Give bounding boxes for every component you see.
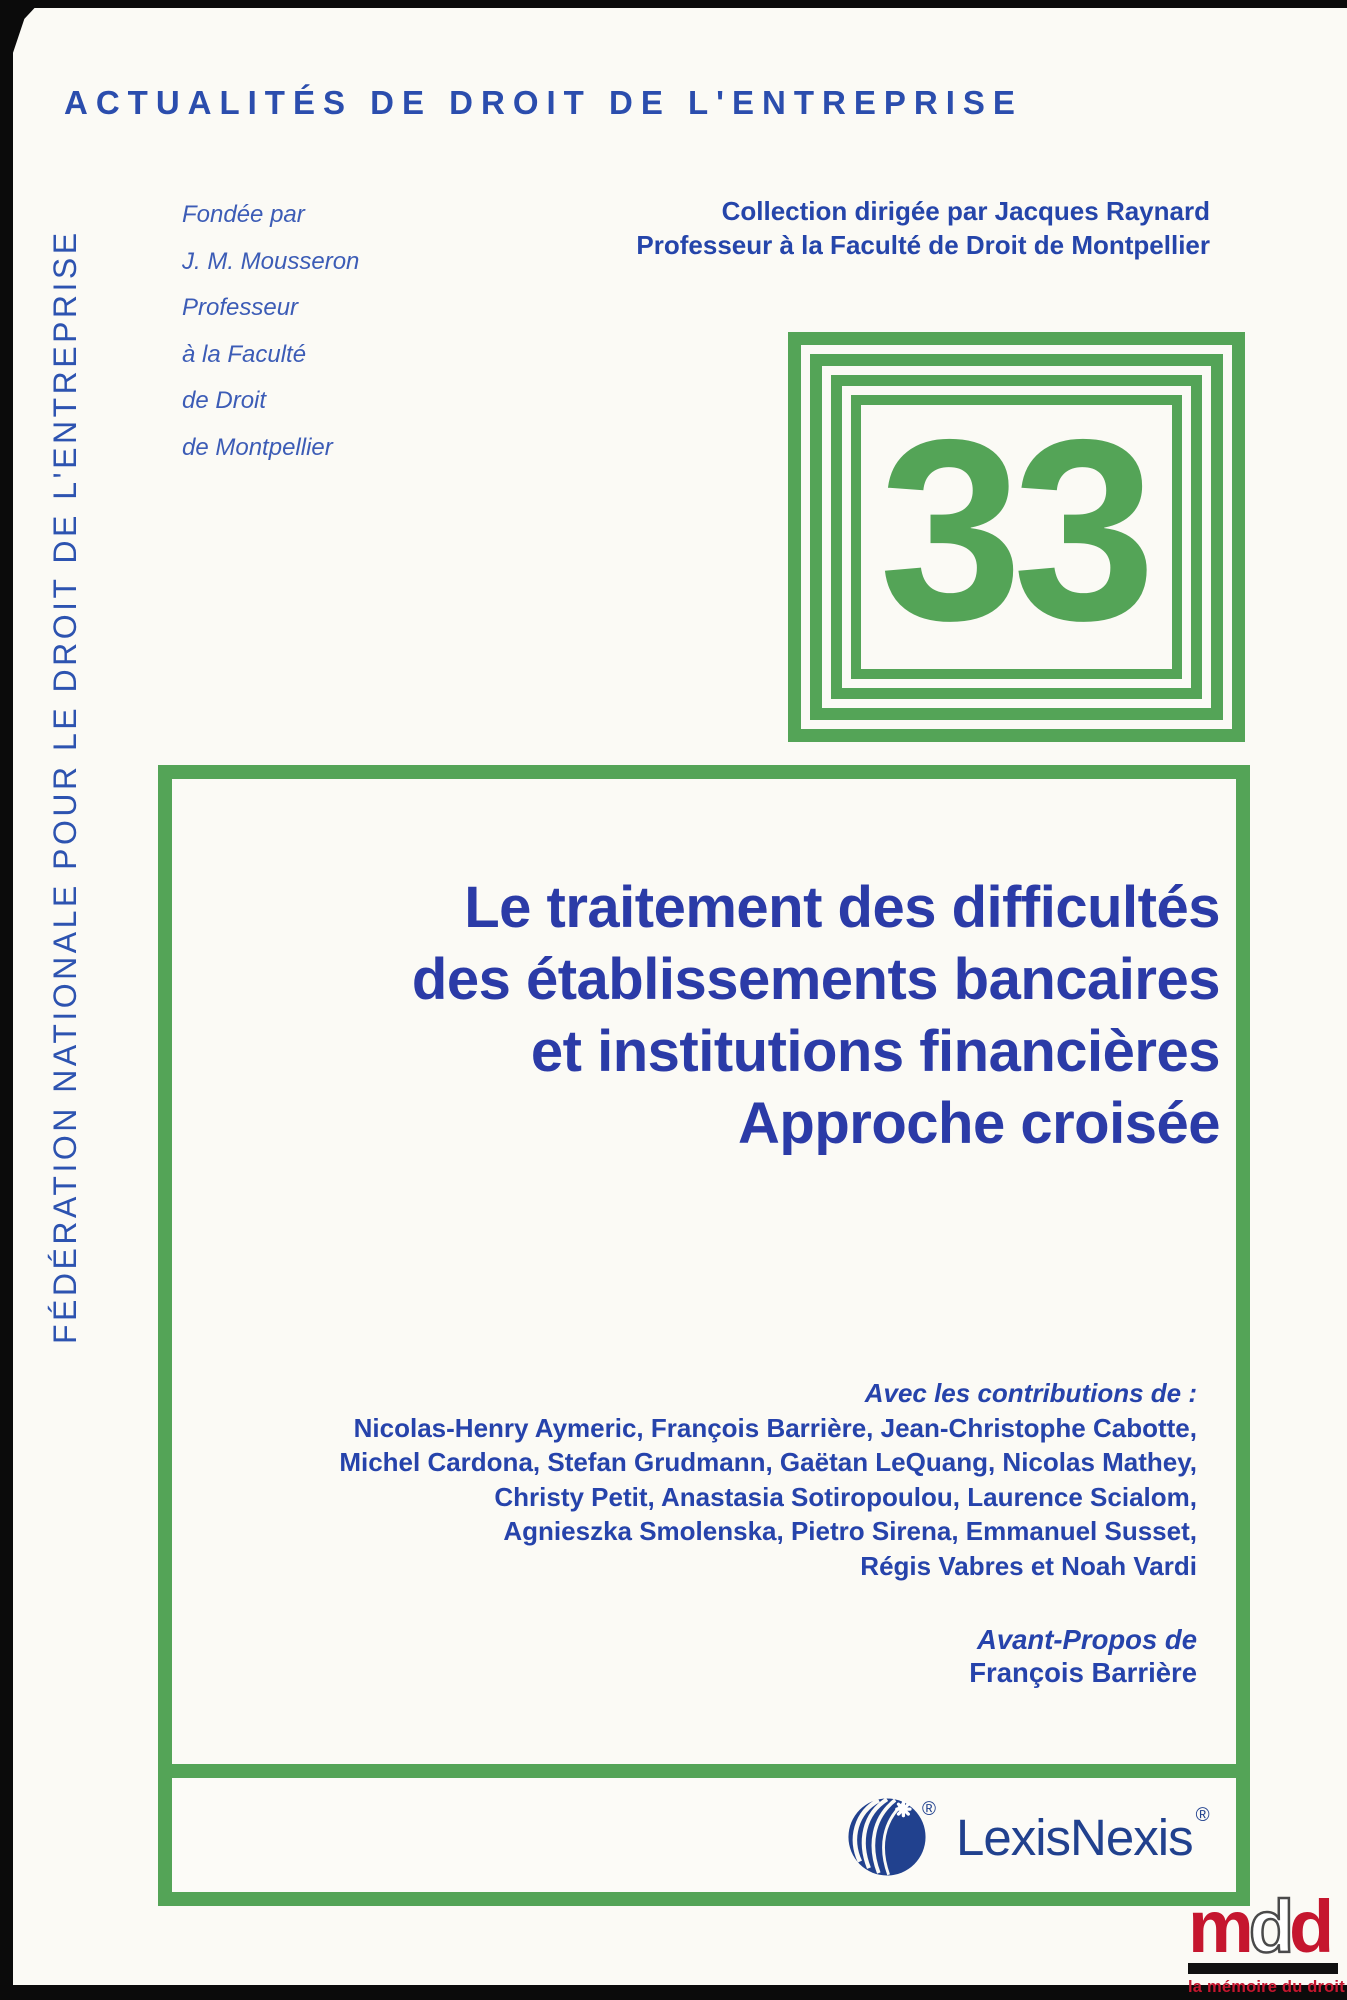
contributor-line: Christy Petit, Anastasia Sotiropoulou, Laurence Scialom, (494, 1481, 1197, 1512)
founder-line: Fondée par (182, 201, 305, 228)
series-frame-outer (788, 332, 1245, 742)
registered-mark-icon: ® (1195, 1805, 1210, 1826)
contributor-line: Agnieszka Smolenska, Pietro Sirena, Emmanuel Susset, (503, 1516, 1197, 1546)
collection-director-line: Professeur à la Faculté de Droit de Montpellier (636, 230, 1210, 260)
contributor-line: Michel Cardona, Stefan Grudmann, Gaëtan LeQuang, Nicolas Mathey, (339, 1447, 1197, 1477)
founder-line: J. M. Mousseron (182, 247, 360, 275)
publisher-logo (846, 1796, 1210, 1878)
contributor-line: Nicolas-Henry Aymeric, François Barrière, Jean-Christophe Cabotte, (353, 1412, 1197, 1443)
series-frame (831, 375, 1202, 699)
watermark-letter: d (1289, 1885, 1330, 1968)
watermark-logo (1188, 1885, 1345, 1968)
founder-line: de Droit (182, 387, 267, 414)
title-line: des établissements bancaires (411, 947, 1220, 1012)
foreword-label: Avant-Propos de (976, 1624, 1197, 1655)
founder-line: Professeur (182, 294, 299, 321)
founder-line: à la Faculté (182, 340, 307, 368)
watermark-letter: m (1188, 1885, 1249, 1968)
globe-icon (846, 1796, 928, 1878)
book-title (412, 872, 1220, 1160)
watermark-letter: d (1248, 1885, 1290, 1968)
collection-director-block (636, 194, 1210, 262)
collection-director-line: Collection dirigée par Jacques Raynard (721, 196, 1210, 226)
title-line: Le traitement des difficultés (464, 875, 1220, 940)
series-frame (810, 354, 1223, 720)
contributor-line: Régis Vabres et Noah Vardi (860, 1550, 1197, 1581)
founder-block (182, 192, 359, 471)
publisher-name: LexisNexis (956, 1808, 1193, 1866)
title-line: et institutions financières (530, 1019, 1220, 1084)
foreword-block (969, 1623, 1197, 1689)
founder-line: de Montpellier (182, 433, 333, 461)
contributors-heading: Avec les contributions de : (864, 1378, 1197, 1408)
title-line: Approche croisée (738, 1091, 1220, 1156)
spine-text: FÉDÉRATION NATIONALE POUR LE DROIT DE L'ENTREPRISE (47, 229, 83, 1344)
foreword-author: François Barrière (969, 1657, 1197, 1688)
series-frame-inner (851, 385, 1182, 679)
contributors-block (339, 1376, 1197, 1583)
watermark-tagline: la mémoire du droit (1188, 1977, 1345, 1996)
collection-banner-title: ACTUALITÉS DE DROIT DE L'ENTREPRISE (64, 84, 1023, 121)
watermark-mdd (1188, 1885, 1345, 1997)
series-number: 33 (879, 385, 1146, 674)
series-number-box (788, 332, 1245, 742)
registered-mark-icon: ® (922, 1799, 936, 1820)
